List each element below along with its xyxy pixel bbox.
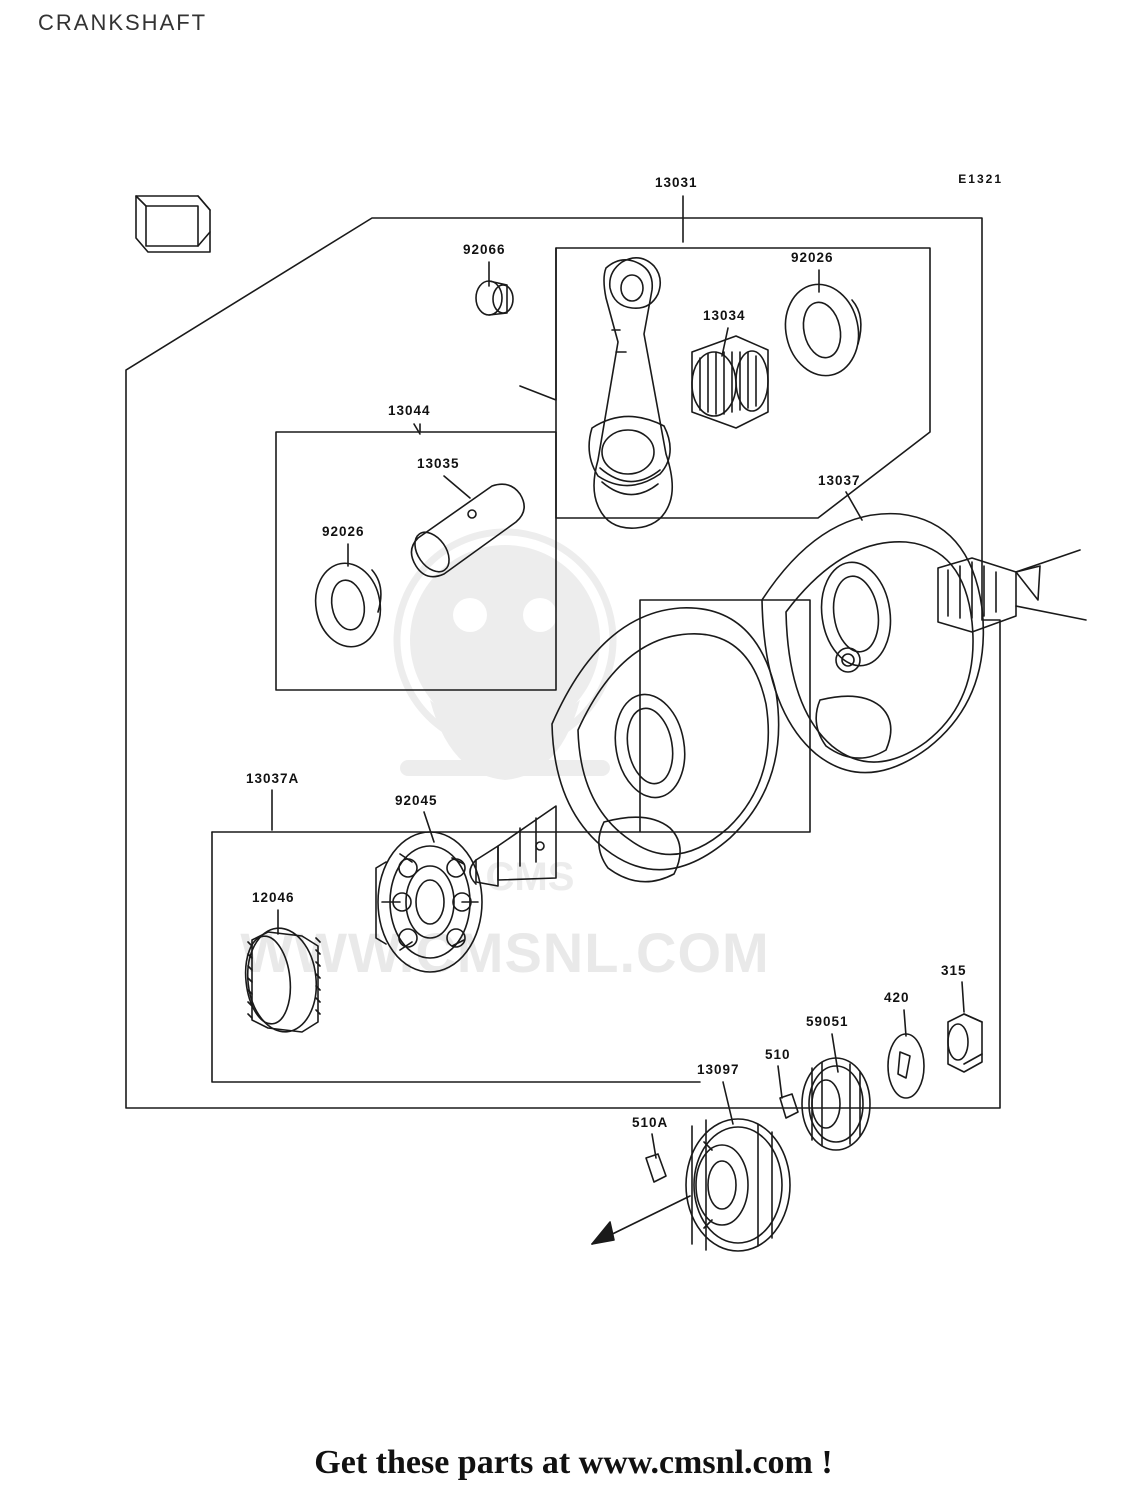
part-13097-gear: [686, 1119, 790, 1251]
callout-315: 315: [941, 963, 967, 978]
callout-92026-top: 92026: [791, 250, 834, 265]
callout-13044: 13044: [388, 403, 431, 418]
callout-59051: 59051: [806, 1014, 849, 1029]
part-59051-gear: [802, 1058, 870, 1150]
callout-13031: 13031: [655, 175, 698, 190]
callout-12046: 12046: [252, 890, 295, 905]
part-315-nut: [948, 1014, 982, 1072]
part-12046-gear: [242, 925, 322, 1036]
part-510A-key: [646, 1154, 666, 1182]
part-13035-crank-pin: [408, 484, 524, 578]
part-13031-connecting-rod: [589, 258, 672, 528]
part-13037-crank-web-right: [762, 514, 1086, 773]
part-13034-needle-bearing: [692, 336, 768, 428]
part-510-key: [780, 1094, 798, 1118]
footer-promo: Get these parts at www.cmsnl.com !: [314, 1444, 833, 1481]
callout-510A: 510A: [632, 1115, 669, 1130]
page-title: CRANKSHAFT: [38, 10, 208, 35]
part-420-washer: [888, 1034, 924, 1098]
callout-92066: 92066: [463, 242, 506, 257]
callout-92045: 92045: [395, 793, 438, 808]
callout-13037A: 13037A: [246, 771, 300, 786]
callout-13035: 13035: [417, 456, 460, 471]
part-92045-ball-bearing: [376, 832, 482, 972]
callout-420: 420: [884, 990, 910, 1005]
part-92026-washer-left: [309, 558, 387, 652]
callout-510: 510: [765, 1047, 791, 1062]
callout-13034: 13034: [703, 308, 746, 323]
part-13037A-crank-web-left: [470, 608, 779, 886]
callout-92026-left: 92026: [322, 524, 365, 539]
callout-13037: 13037: [818, 473, 861, 488]
callout-13097: 13097: [697, 1062, 740, 1077]
diagram-code: E1321: [958, 172, 1003, 186]
front-marker-icon: [136, 196, 210, 252]
part-92066-bushing: [476, 281, 513, 315]
part-92026-washer-top: [777, 278, 867, 383]
watermark-secondary: CMS: [485, 855, 575, 899]
watermark-primary: WWW.CMSNL.COM: [240, 921, 770, 984]
